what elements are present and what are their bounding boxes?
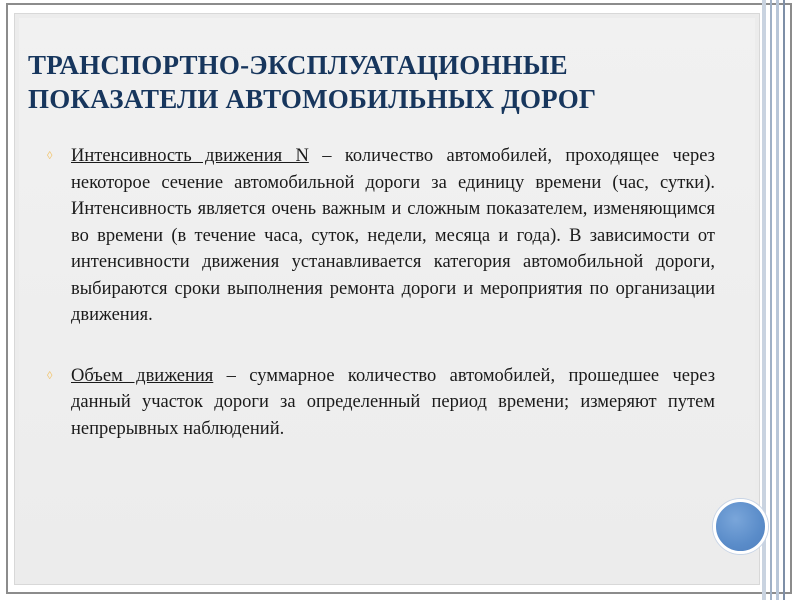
definition-intensity: – количество автомобилей, проходящее через некоторое сечение автомобильной дороги за единицу времени (час, сутки). Интенсивность является очень важным и сложным показателем, изменяющимся во времени (в течение часа, суток, недели, месяца и года). В зависимости от интенсивности движения устанавливается категория автомобильной дороги, выбираются сроки выполнения ремонта дороги и мероприятия по организации движения. [71,146,715,325]
decor-stripe [783,0,785,600]
decor-circle [713,499,768,554]
diamond-bullet-icon: ◊ [47,150,53,162]
decor-stripe [776,0,779,600]
term-volume: Объем движения [71,365,214,386]
bullet-list [47,143,715,442]
bullet-item-volume [47,363,715,443]
slide-title-line-2: ПОКАЗАТЕЛИ АВТОМОБИЛЬНЫХ ДОРОГ [28,84,597,114]
decor-stripe [770,0,772,600]
definition-volume: – суммарное количество автомобилей, прошедшее через данный участок дороги за определенный период времени; измеряют путем непрерывных наблюдений. [71,365,716,439]
term-intensity: Интенсивность движения N [71,146,309,166]
slide-title [28,48,728,116]
slide-title-line-1: ТРАНСПОРТНО-ЭКСПЛУАТАЦИОННЫЕ [28,50,568,80]
bullet-item-intensity [47,143,715,329]
diamond-bullet-icon: ◊ [47,369,53,382]
